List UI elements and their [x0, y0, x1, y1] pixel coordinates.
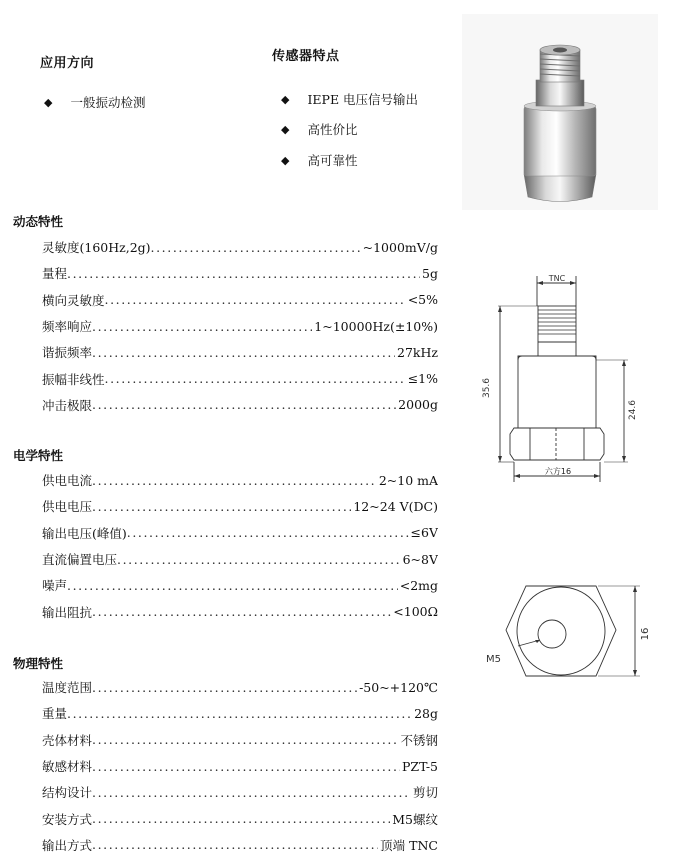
spec-key: 供电电流 [42, 473, 93, 489]
spec-value: <5% [407, 292, 438, 308]
application-item-label: 一般振动检测 [70, 95, 146, 110]
features-heading: 传感器特点 [272, 49, 340, 64]
electrical-spec-list [42, 467, 438, 625]
leader-dots [92, 604, 391, 619]
leader-dots [92, 319, 312, 334]
spec-row [42, 700, 438, 726]
total-height-label: 35.6 [482, 377, 492, 399]
spec-key: 灵敏度(160Hz,2g) [42, 240, 151, 256]
spec-row [42, 234, 438, 260]
feature-item-label: 高性价比 [307, 122, 358, 137]
diamond-bullet-icon: ◆ [281, 122, 290, 136]
spec-key: 安装方式 [42, 811, 93, 827]
thread-label: M5 [486, 654, 501, 665]
spec-row [42, 313, 438, 339]
spec-key: 输出阻抗 [42, 604, 93, 620]
electrical-section-title: 电学特性 [13, 448, 64, 463]
physical-section-title: 物理特性 [13, 656, 64, 671]
spec-key: 横向灵敏度 [42, 292, 105, 308]
spec-key: 频率响应 [42, 319, 93, 335]
diamond-bullet-icon: ◆ [281, 153, 290, 167]
spec-key: 量程 [42, 266, 68, 282]
spec-row [42, 779, 438, 805]
spec-key: 敏感材料 [42, 759, 93, 775]
spec-row [42, 339, 438, 365]
spec-row [42, 832, 438, 858]
spec-row [42, 365, 438, 391]
leader-dots [92, 785, 411, 800]
spec-value: 2~10 mA [378, 472, 438, 488]
leader-dots [92, 811, 390, 826]
spec-key: 重量 [42, 706, 68, 722]
spec-row [42, 674, 438, 700]
leader-dots [151, 240, 361, 255]
leader-dots [92, 680, 357, 695]
side-view-drawing [478, 270, 648, 490]
spec-value: ≤6V [410, 525, 438, 541]
leader-dots [92, 732, 398, 747]
leader-dots [67, 578, 398, 593]
diamond-bullet-icon: ◆ [281, 92, 290, 106]
spec-value: 12~24 V(DC) [353, 498, 438, 514]
spec-row [42, 520, 438, 546]
spec-key: 结构设计 [42, 785, 93, 801]
spec-row [42, 753, 438, 779]
spec-row [42, 546, 438, 572]
dynamic-section-title: 动态特性 [13, 214, 64, 229]
feature-item [281, 151, 357, 169]
spec-key: 温度范围 [42, 680, 93, 696]
leader-dots [117, 552, 401, 567]
spec-value: <2mg [399, 577, 438, 593]
dynamic-spec-list [42, 234, 438, 418]
spec-row [42, 805, 438, 831]
feature-item [281, 90, 418, 108]
leader-dots [92, 397, 396, 412]
spec-value: 28g [414, 705, 438, 721]
spec-value: ~1000mV/g [362, 239, 438, 255]
spec-value: -50~+120℃ [359, 679, 438, 695]
spec-value: 6~8V [402, 551, 438, 567]
spec-key: 振幅非线性 [42, 371, 105, 387]
spec-row [42, 727, 438, 753]
spec-row [42, 493, 438, 519]
spec-key: 壳体材料 [42, 732, 93, 748]
spec-value: 27kHz [397, 344, 438, 360]
leader-dots [92, 345, 395, 360]
leader-dots [67, 706, 412, 721]
spec-value: 剪切 [412, 785, 438, 801]
spec-row [42, 598, 438, 624]
leader-dots [92, 499, 351, 514]
feature-item-label: 高可靠性 [307, 153, 358, 168]
feature-item-label: IEPE 电压信号输出 [307, 92, 419, 107]
spec-key: 冲击极限 [42, 397, 93, 413]
application-item [44, 93, 145, 111]
tnc-label: TNC [548, 274, 566, 283]
spec-row [42, 467, 438, 493]
bottom-view-drawing [478, 578, 658, 698]
spec-value: PZT-5 [402, 758, 438, 774]
spec-value: ≤1% [407, 371, 438, 387]
physical-spec-list [42, 674, 438, 858]
spec-row [42, 287, 438, 313]
spec-value: 不锈钢 [400, 732, 438, 748]
leader-dots [67, 266, 420, 281]
hex-size-label: 六方16 [544, 467, 572, 476]
spec-key: 输出方式 [42, 837, 93, 853]
spec-key: 输出电压(峰值) [42, 525, 127, 541]
spec-key: 直流偏置电压 [42, 552, 118, 568]
spec-row [42, 260, 438, 286]
width-label: 16 [640, 627, 651, 641]
leader-dots [127, 525, 409, 540]
spec-key: 噪声 [42, 578, 68, 594]
body-height-label: 24.6 [628, 399, 638, 421]
spec-row [42, 392, 438, 418]
leader-dots [92, 473, 377, 488]
spec-value: M5螺纹 [392, 811, 438, 827]
spec-row [42, 572, 438, 598]
sensor-photo [462, 14, 658, 210]
spec-value: 2000g [398, 397, 438, 413]
spec-value: 1~10000Hz(±10%) [314, 318, 438, 334]
spec-value: 顶端 TNC [380, 837, 438, 853]
diamond-bullet-icon: ◆ [44, 95, 53, 109]
leader-dots [92, 837, 378, 852]
leader-dots [92, 759, 400, 774]
feature-item [281, 120, 357, 138]
application-heading: 应用方向 [40, 56, 95, 71]
leader-dots [105, 292, 406, 307]
leader-dots [105, 371, 406, 386]
spec-value: <100Ω [393, 604, 438, 620]
spec-value: 5g [422, 265, 438, 281]
spec-key: 谐振频率 [42, 345, 93, 361]
spec-key: 供电电压 [42, 499, 93, 515]
